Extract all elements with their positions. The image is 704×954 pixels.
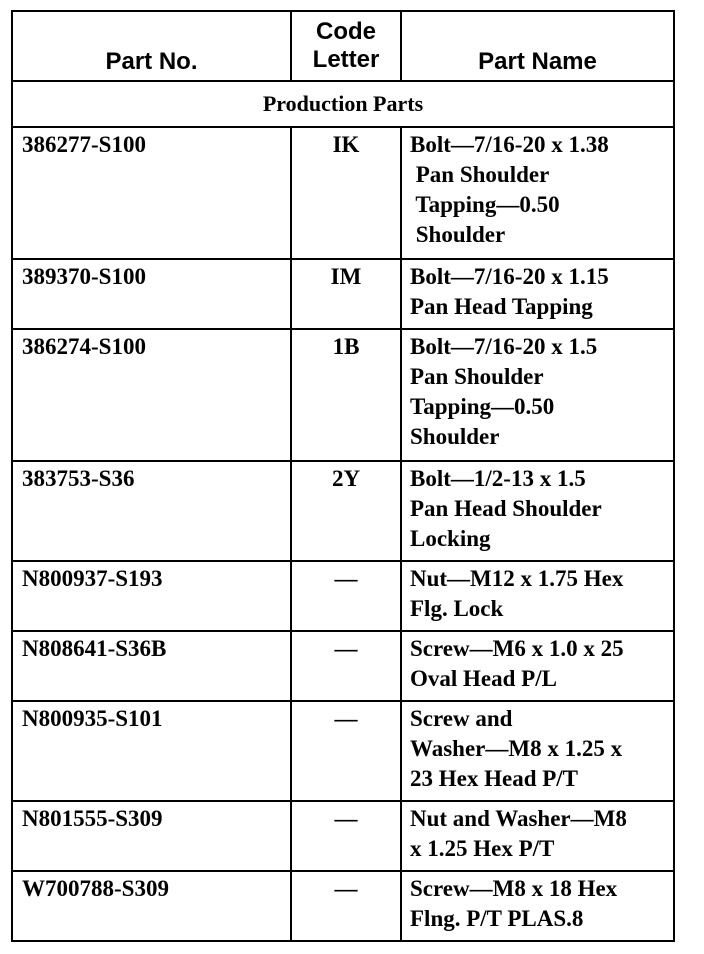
part-name-cell — [402, 872, 673, 942]
table-body — [13, 128, 673, 942]
part-name-line: Bolt—7/16-20 x 1.15 — [410, 264, 609, 289]
part-name-line: Pan Shoulder — [410, 364, 544, 389]
section-title: Production Parts — [13, 82, 673, 128]
part-name-line: Nut—M12 x 1.75 Hex — [410, 566, 624, 591]
table-row — [13, 260, 673, 330]
part-name-line: Bolt—7/16-20 x 1.38 — [410, 132, 609, 157]
part-name-line: Nut and Washer—M8 — [410, 806, 627, 831]
part-number-cell: N801555-S309 — [13, 802, 292, 870]
part-name-cell — [402, 462, 673, 560]
code-letter-cell: IM — [292, 260, 402, 328]
part-name-cell — [402, 702, 673, 800]
table-row — [13, 330, 673, 462]
part-name-line: Screw—M8 x 18 Hex — [410, 876, 618, 901]
part-name-line: Washer—M8 x 1.25 x — [410, 736, 623, 761]
table-row — [13, 128, 673, 260]
part-name-line: Pan Head Shoulder — [410, 496, 602, 521]
code-letter-cell: — — [292, 632, 402, 700]
part-name-line: Oval Head P/L — [410, 666, 557, 691]
header-row — [13, 12, 673, 82]
part-name-line: Locking — [410, 526, 491, 551]
table-row — [13, 702, 673, 802]
part-name-cell — [402, 802, 673, 870]
part-name-cell — [402, 128, 673, 258]
part-number-cell: N808641-S36B — [13, 632, 292, 700]
code-letter-cell: — — [292, 702, 402, 800]
part-number-cell: 389370-S100 — [13, 260, 292, 328]
table-row — [13, 802, 673, 872]
part-name-line: Screw and — [410, 706, 513, 731]
part-number-cell: W700788-S309 — [13, 872, 292, 942]
part-name-line: Flg. Lock — [410, 596, 504, 621]
part-name-cell — [402, 562, 673, 630]
part-name-line: Screw—M6 x 1.0 x 25 — [410, 636, 624, 661]
part-name-line: Flng. P/T PLAS.8 — [410, 906, 584, 931]
header-code-line2: Letter — [312, 46, 380, 73]
part-name-line: Pan Shoulder — [410, 162, 550, 187]
code-letter-cell: — — [292, 562, 402, 630]
part-name-line: Shoulder — [410, 424, 500, 449]
part-number-cell: 386277-S100 — [13, 128, 292, 258]
part-number-cell: N800935-S101 — [13, 702, 292, 800]
code-letter-cell: 1B — [292, 330, 402, 460]
part-name-line: x 1.25 Hex P/T — [410, 836, 555, 861]
part-name-line: Shoulder — [410, 222, 506, 247]
header-part-name: Part Name — [478, 48, 597, 75]
header-part-no: Part No. — [13, 12, 292, 80]
parts-table — [11, 10, 675, 942]
part-name-line: Tapping—0.50 — [410, 394, 555, 419]
table-row — [13, 872, 673, 942]
code-letter-cell: 2Y — [292, 462, 402, 560]
table-row — [13, 632, 673, 702]
part-name-line: Tapping—0.50 — [410, 192, 560, 217]
part-number-cell: 383753-S36 — [13, 462, 292, 560]
table-row — [13, 462, 673, 562]
part-name-line: Bolt—1/2-13 x 1.5 — [410, 466, 586, 491]
header-code-letter — [292, 12, 402, 80]
part-number-cell: 386274-S100 — [13, 330, 292, 460]
part-name-cell — [402, 260, 673, 328]
code-letter-cell: — — [292, 802, 402, 870]
part-name-cell — [402, 632, 673, 700]
code-letter-cell: — — [292, 872, 402, 942]
part-name-cell — [402, 330, 673, 460]
part-name-line: 23 Hex Head P/T — [410, 766, 579, 791]
header-code-line1: Code — [316, 18, 376, 45]
part-number-cell: N800937-S193 — [13, 562, 292, 630]
part-name-line: Pan Head Tapping — [410, 294, 593, 319]
part-name-line: Bolt—7/16-20 x 1.5 — [410, 334, 598, 359]
code-letter-cell: IK — [292, 128, 402, 258]
table-row — [13, 562, 673, 632]
